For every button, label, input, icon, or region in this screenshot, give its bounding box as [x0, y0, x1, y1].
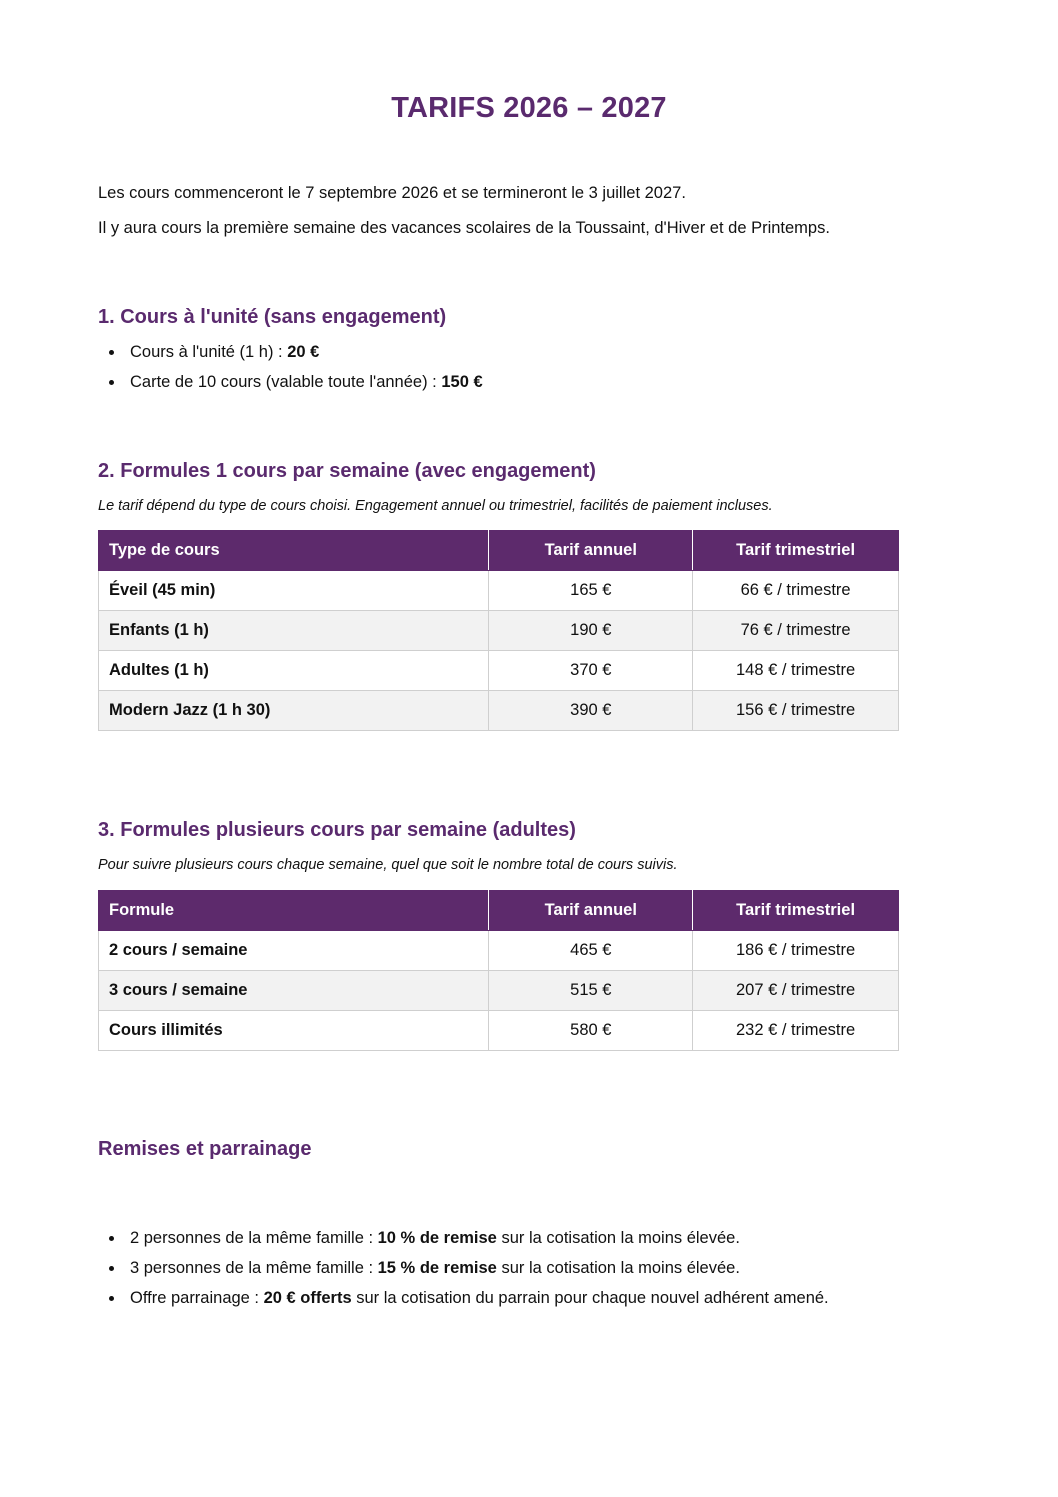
quarterly-price-cell: 148 € / trimestre	[693, 651, 899, 691]
table-row	[99, 691, 899, 731]
list-item	[98, 342, 483, 372]
section-heading-discounts: Remises et parrainage	[98, 1138, 312, 1160]
section-note-weekly-course: Le tarif dépend du type de cours choisi. Engagement annuel ou trimestriel, facilités de paiement incluses.	[98, 498, 773, 514]
list-item-text: Offre parrainage :	[130, 1289, 264, 1307]
annual-price-cell: 165 €	[489, 571, 693, 611]
bullet-icon	[109, 350, 114, 355]
bullet-icon	[109, 1296, 114, 1301]
annual-price-cell: 370 €	[489, 651, 693, 691]
course-type-cell: Éveil (45 min)	[99, 571, 489, 611]
list-item	[98, 372, 483, 402]
list-item-highlight: 10 % de remise	[377, 1229, 497, 1247]
quarterly-price-cell: 156 € / trimestre	[693, 691, 899, 731]
column-header: Type de cours	[99, 531, 489, 571]
section-note-multiple-courses: Pour suivre plusieurs cours chaque semaine, quel que soit le nombre total de cours suivis.	[98, 857, 678, 873]
table-row	[99, 931, 899, 971]
list-item	[98, 1258, 829, 1288]
list-item-text: 2 personnes de la même famille :	[130, 1229, 378, 1247]
column-header: Tarif annuel	[489, 531, 693, 571]
table-row	[99, 1011, 899, 1051]
list-item-text: Cours à l'unité (1 h) :	[130, 343, 288, 361]
quarterly-price-cell: 66 € / trimestre	[693, 571, 899, 611]
quarterly-price-cell: 76 € / trimestre	[693, 611, 899, 651]
table-header-row	[99, 531, 899, 571]
course-type-cell: Modern Jazz (1 h 30)	[99, 691, 489, 731]
list-item-text: 3 personnes de la même famille :	[130, 1259, 378, 1277]
table-row	[99, 651, 899, 691]
quarterly-price-cell: 232 € / trimestre	[693, 1011, 899, 1051]
course-type-cell: Enfants (1 h)	[99, 611, 489, 651]
list-item-highlight: 15 % de remise	[377, 1259, 497, 1277]
intro-paragraph-holidays: Il y aura cours la première semaine des vacances scolaires de la Toussaint, d'Hiver et de Printemps.	[98, 219, 830, 237]
page-title: TARIFS 2026 – 2027	[391, 92, 667, 124]
section-heading-weekly-course: 2. Formules 1 cours par semaine (avec engagement)	[98, 460, 596, 482]
column-header: Formule	[99, 891, 489, 931]
section-heading-multiple-courses: 3. Formules plusieurs cours par semaine (adultes)	[98, 819, 576, 841]
table-header-row	[99, 891, 899, 931]
list-item-price: 20 €	[287, 343, 320, 361]
list-item-price: 150 €	[441, 373, 483, 391]
table-row	[99, 971, 899, 1011]
list-item	[98, 1228, 829, 1258]
annual-price-cell: 390 €	[489, 691, 693, 731]
column-header: Tarif annuel	[489, 891, 693, 931]
list-item-highlight: 20 € offerts	[263, 1289, 352, 1307]
table-row	[99, 571, 899, 611]
annual-price-cell: 515 €	[489, 971, 693, 1011]
bullet-icon	[109, 380, 114, 385]
bullet-icon	[109, 1266, 114, 1271]
formula-cell: Cours illimités	[99, 1011, 489, 1051]
column-header: Tarif trimestriel	[693, 891, 899, 931]
discounts-list	[98, 1228, 829, 1318]
list-item	[98, 1288, 829, 1318]
unit-courses-list	[98, 342, 483, 402]
bullet-icon	[109, 1236, 114, 1241]
quarterly-price-cell: 207 € / trimestre	[693, 971, 899, 1011]
quarterly-price-cell: 186 € / trimestre	[693, 931, 899, 971]
list-item-text: Carte de 10 cours (valable toute l'année) :	[130, 373, 442, 391]
formula-cell: 2 cours / semaine	[99, 931, 489, 971]
intro-paragraph-dates: Les cours commenceront le 7 septembre 2026 et se termineront le 3 juillet 2027.	[98, 184, 686, 202]
table-row	[99, 611, 899, 651]
column-header: Tarif trimestriel	[693, 531, 899, 571]
list-item-text-after: sur la cotisation la moins élevée.	[496, 1229, 740, 1247]
multiple-courses-price-table	[98, 890, 899, 1051]
section-heading-unit-courses: 1. Cours à l'unité (sans engagement)	[98, 306, 447, 328]
list-item-text-after: sur la cotisation la moins élevée.	[496, 1259, 740, 1277]
list-item-text-after: sur la cotisation du parrain pour chaque nouvel adhérent amené.	[351, 1289, 829, 1307]
weekly-course-price-table	[98, 530, 899, 731]
annual-price-cell: 465 €	[489, 931, 693, 971]
formula-cell: 3 cours / semaine	[99, 971, 489, 1011]
course-type-cell: Adultes (1 h)	[99, 651, 489, 691]
annual-price-cell: 580 €	[489, 1011, 693, 1051]
annual-price-cell: 190 €	[489, 611, 693, 651]
